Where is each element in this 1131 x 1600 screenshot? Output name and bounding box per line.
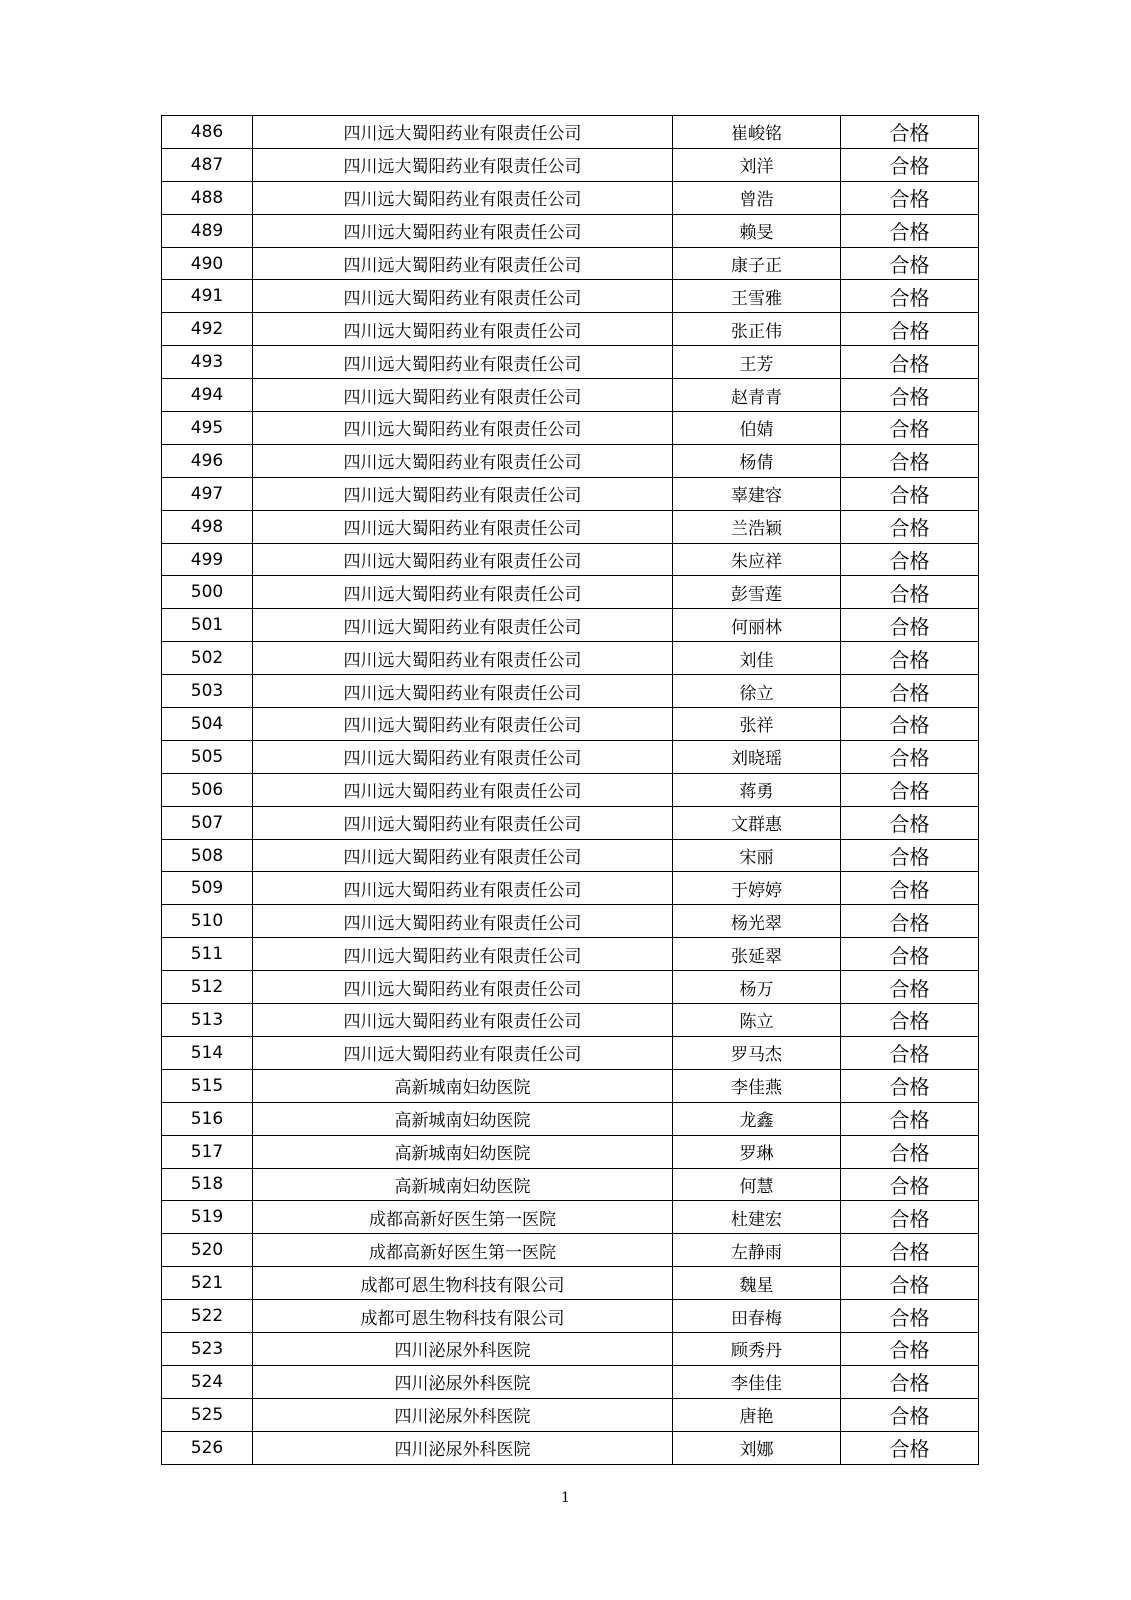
table-row [162, 214, 979, 247]
table-row [162, 938, 979, 971]
table-row [162, 839, 979, 872]
result-cell: 合格 [841, 313, 979, 346]
result-cell: 合格 [841, 247, 979, 280]
result-cell: 合格 [841, 872, 979, 905]
row-number-cell: 508 [162, 839, 253, 872]
row-number-cell: 496 [162, 444, 253, 477]
table-row [162, 1300, 979, 1333]
row-number-cell: 488 [162, 181, 253, 214]
row-number-cell: 509 [162, 872, 253, 905]
result-cell: 合格 [841, 839, 979, 872]
table-row [162, 1267, 979, 1300]
result-cell: 合格 [841, 510, 979, 543]
result-cell: 合格 [841, 1135, 979, 1168]
person-name-cell: 曾浩 [673, 181, 841, 214]
person-name-cell: 杨万 [673, 971, 841, 1004]
row-number-cell: 501 [162, 609, 253, 642]
row-number-cell: 489 [162, 214, 253, 247]
organization-cell: 四川远大蜀阳药业有限责任公司 [253, 675, 673, 708]
result-cell: 合格 [841, 148, 979, 181]
organization-cell: 四川远大蜀阳药业有限责任公司 [253, 477, 673, 510]
person-name-cell: 杨倩 [673, 444, 841, 477]
result-cell: 合格 [841, 806, 979, 839]
row-number-cell: 504 [162, 708, 253, 741]
organization-cell: 成都可恩生物科技有限公司 [253, 1267, 673, 1300]
table-row [162, 1398, 979, 1431]
results-table [161, 115, 979, 1465]
row-number-cell: 494 [162, 379, 253, 412]
organization-cell: 四川远大蜀阳药业有限责任公司 [253, 971, 673, 1004]
row-number-cell: 491 [162, 280, 253, 313]
person-name-cell: 朱应祥 [673, 543, 841, 576]
table-row [162, 971, 979, 1004]
row-number-cell: 506 [162, 773, 253, 806]
organization-cell: 四川远大蜀阳药业有限责任公司 [253, 1004, 673, 1037]
table-row [162, 1431, 979, 1464]
organization-cell: 四川远大蜀阳药业有限责任公司 [253, 181, 673, 214]
table-row [162, 412, 979, 445]
result-cell: 合格 [841, 1201, 979, 1234]
organization-cell: 四川远大蜀阳药业有限责任公司 [253, 576, 673, 609]
organization-cell: 高新城南妇幼医院 [253, 1168, 673, 1201]
table-row [162, 148, 979, 181]
person-name-cell: 罗马杰 [673, 1036, 841, 1069]
table-row [162, 773, 979, 806]
person-name-cell: 彭雪莲 [673, 576, 841, 609]
table-row [162, 872, 979, 905]
person-name-cell: 张延翠 [673, 938, 841, 971]
person-name-cell: 顾秀丹 [673, 1332, 841, 1365]
result-cell: 合格 [841, 576, 979, 609]
result-cell: 合格 [841, 214, 979, 247]
table-row [162, 346, 979, 379]
person-name-cell: 兰浩颖 [673, 510, 841, 543]
result-cell: 合格 [841, 1431, 979, 1464]
person-name-cell: 刘佳 [673, 642, 841, 675]
row-number-cell: 493 [162, 346, 253, 379]
organization-cell: 四川远大蜀阳药业有限责任公司 [253, 642, 673, 675]
row-number-cell: 492 [162, 313, 253, 346]
table-row [162, 1365, 979, 1398]
row-number-cell: 507 [162, 806, 253, 839]
result-cell: 合格 [841, 1365, 979, 1398]
results-table-body [162, 116, 979, 1465]
row-number-cell: 518 [162, 1168, 253, 1201]
row-number-cell: 498 [162, 510, 253, 543]
person-name-cell: 宋丽 [673, 839, 841, 872]
result-cell: 合格 [841, 905, 979, 938]
result-cell: 合格 [841, 1102, 979, 1135]
organization-cell: 四川远大蜀阳药业有限责任公司 [253, 379, 673, 412]
result-cell: 合格 [841, 116, 979, 149]
person-name-cell: 何慧 [673, 1168, 841, 1201]
row-number-cell: 517 [162, 1135, 253, 1168]
organization-cell: 四川远大蜀阳药业有限责任公司 [253, 1036, 673, 1069]
result-cell: 合格 [841, 938, 979, 971]
person-name-cell: 蒋勇 [673, 773, 841, 806]
row-number-cell: 525 [162, 1398, 253, 1431]
result-cell: 合格 [841, 1036, 979, 1069]
organization-cell: 四川远大蜀阳药业有限责任公司 [253, 543, 673, 576]
result-cell: 合格 [841, 1069, 979, 1102]
row-number-cell: 523 [162, 1332, 253, 1365]
result-cell: 合格 [841, 346, 979, 379]
table-row [162, 510, 979, 543]
result-cell: 合格 [841, 412, 979, 445]
table-row [162, 1201, 979, 1234]
organization-cell: 成都可恩生物科技有限公司 [253, 1300, 673, 1333]
row-number-cell: 495 [162, 412, 253, 445]
table-row [162, 379, 979, 412]
table-row [162, 116, 979, 149]
person-name-cell: 刘洋 [673, 148, 841, 181]
organization-cell: 四川远大蜀阳药业有限责任公司 [253, 444, 673, 477]
row-number-cell: 521 [162, 1267, 253, 1300]
table-row [162, 1036, 979, 1069]
person-name-cell: 赖旻 [673, 214, 841, 247]
organization-cell: 四川远大蜀阳药业有限责任公司 [253, 708, 673, 741]
table-row [162, 313, 979, 346]
row-number-cell: 522 [162, 1300, 253, 1333]
organization-cell: 四川泌尿外科医院 [253, 1431, 673, 1464]
row-number-cell: 511 [162, 938, 253, 971]
row-number-cell: 510 [162, 905, 253, 938]
organization-cell: 四川远大蜀阳药业有限责任公司 [253, 773, 673, 806]
organization-cell: 四川远大蜀阳药业有限责任公司 [253, 938, 673, 971]
row-number-cell: 516 [162, 1102, 253, 1135]
organization-cell: 四川远大蜀阳药业有限责任公司 [253, 839, 673, 872]
result-cell: 合格 [841, 1398, 979, 1431]
table-row [162, 543, 979, 576]
person-name-cell: 伯婧 [673, 412, 841, 445]
row-number-cell: 503 [162, 675, 253, 708]
organization-cell: 四川泌尿外科医院 [253, 1398, 673, 1431]
organization-cell: 四川远大蜀阳药业有限责任公司 [253, 872, 673, 905]
table-row [162, 444, 979, 477]
organization-cell: 四川远大蜀阳药业有限责任公司 [253, 740, 673, 773]
organization-cell: 四川远大蜀阳药业有限责任公司 [253, 313, 673, 346]
table-row [162, 280, 979, 313]
table-row [162, 609, 979, 642]
result-cell: 合格 [841, 181, 979, 214]
person-name-cell: 何丽林 [673, 609, 841, 642]
person-name-cell: 徐立 [673, 675, 841, 708]
person-name-cell: 左静雨 [673, 1234, 841, 1267]
organization-cell: 成都高新好医生第一医院 [253, 1234, 673, 1267]
table-row [162, 1168, 979, 1201]
row-number-cell: 512 [162, 971, 253, 1004]
row-number-cell: 500 [162, 576, 253, 609]
person-name-cell: 罗琳 [673, 1135, 841, 1168]
person-name-cell: 刘娜 [673, 1431, 841, 1464]
result-cell: 合格 [841, 280, 979, 313]
row-number-cell: 497 [162, 477, 253, 510]
result-cell: 合格 [841, 642, 979, 675]
organization-cell: 四川远大蜀阳药业有限责任公司 [253, 510, 673, 543]
person-name-cell: 文群惠 [673, 806, 841, 839]
table-row [162, 1069, 979, 1102]
result-cell: 合格 [841, 379, 979, 412]
person-name-cell: 唐艳 [673, 1398, 841, 1431]
result-cell: 合格 [841, 609, 979, 642]
page-number: 1 [561, 1490, 570, 1506]
organization-cell: 成都高新好医生第一医院 [253, 1201, 673, 1234]
organization-cell: 四川远大蜀阳药业有限责任公司 [253, 214, 673, 247]
organization-cell: 四川远大蜀阳药业有限责任公司 [253, 247, 673, 280]
organization-cell: 四川远大蜀阳药业有限责任公司 [253, 346, 673, 379]
person-name-cell: 王芳 [673, 346, 841, 379]
person-name-cell: 王雪雅 [673, 280, 841, 313]
row-number-cell: 487 [162, 148, 253, 181]
result-cell: 合格 [841, 1234, 979, 1267]
organization-cell: 四川远大蜀阳药业有限责任公司 [253, 280, 673, 313]
organization-cell: 四川远大蜀阳药业有限责任公司 [253, 905, 673, 938]
organization-cell: 高新城南妇幼医院 [253, 1135, 673, 1168]
row-number-cell: 520 [162, 1234, 253, 1267]
person-name-cell: 杨光翠 [673, 905, 841, 938]
table-row [162, 1102, 979, 1135]
table-row [162, 477, 979, 510]
table-row [162, 1135, 979, 1168]
result-cell: 合格 [841, 444, 979, 477]
result-cell: 合格 [841, 773, 979, 806]
organization-cell: 四川泌尿外科医院 [253, 1332, 673, 1365]
table-row [162, 708, 979, 741]
row-number-cell: 514 [162, 1036, 253, 1069]
person-name-cell: 李佳燕 [673, 1069, 841, 1102]
organization-cell: 四川远大蜀阳药业有限责任公司 [253, 412, 673, 445]
person-name-cell: 陈立 [673, 1004, 841, 1037]
row-number-cell: 515 [162, 1069, 253, 1102]
row-number-cell: 524 [162, 1365, 253, 1398]
table-row [162, 1332, 979, 1365]
person-name-cell: 张祥 [673, 708, 841, 741]
person-name-cell: 魏星 [673, 1267, 841, 1300]
person-name-cell: 刘晓瑶 [673, 740, 841, 773]
person-name-cell: 杜建宏 [673, 1201, 841, 1234]
table-row [162, 1234, 979, 1267]
result-cell: 合格 [841, 740, 979, 773]
organization-cell: 四川泌尿外科医院 [253, 1365, 673, 1398]
person-name-cell: 张正伟 [673, 313, 841, 346]
table-row [162, 247, 979, 280]
result-cell: 合格 [841, 1332, 979, 1365]
row-number-cell: 486 [162, 116, 253, 149]
table-row [162, 181, 979, 214]
result-cell: 合格 [841, 543, 979, 576]
person-name-cell: 李佳佳 [673, 1365, 841, 1398]
result-cell: 合格 [841, 1168, 979, 1201]
organization-cell: 高新城南妇幼医院 [253, 1069, 673, 1102]
person-name-cell: 龙鑫 [673, 1102, 841, 1135]
organization-cell: 高新城南妇幼医院 [253, 1102, 673, 1135]
result-cell: 合格 [841, 1267, 979, 1300]
table-row [162, 1004, 979, 1037]
organization-cell: 四川远大蜀阳药业有限责任公司 [253, 116, 673, 149]
person-name-cell: 崔峻铭 [673, 116, 841, 149]
row-number-cell: 499 [162, 543, 253, 576]
result-cell: 合格 [841, 708, 979, 741]
result-cell: 合格 [841, 675, 979, 708]
table-row [162, 576, 979, 609]
result-cell: 合格 [841, 1300, 979, 1333]
person-name-cell: 康子正 [673, 247, 841, 280]
row-number-cell: 519 [162, 1201, 253, 1234]
result-cell: 合格 [841, 477, 979, 510]
row-number-cell: 513 [162, 1004, 253, 1037]
person-name-cell: 于婷婷 [673, 872, 841, 905]
row-number-cell: 505 [162, 740, 253, 773]
person-name-cell: 辜建容 [673, 477, 841, 510]
table-row [162, 905, 979, 938]
person-name-cell: 赵青青 [673, 379, 841, 412]
result-cell: 合格 [841, 1004, 979, 1037]
organization-cell: 四川远大蜀阳药业有限责任公司 [253, 148, 673, 181]
table-row [162, 806, 979, 839]
row-number-cell: 490 [162, 247, 253, 280]
organization-cell: 四川远大蜀阳药业有限责任公司 [253, 806, 673, 839]
person-name-cell: 田春梅 [673, 1300, 841, 1333]
table-row [162, 675, 979, 708]
table-row [162, 740, 979, 773]
row-number-cell: 502 [162, 642, 253, 675]
organization-cell: 四川远大蜀阳药业有限责任公司 [253, 609, 673, 642]
row-number-cell: 526 [162, 1431, 253, 1464]
result-cell: 合格 [841, 971, 979, 1004]
table-row [162, 642, 979, 675]
